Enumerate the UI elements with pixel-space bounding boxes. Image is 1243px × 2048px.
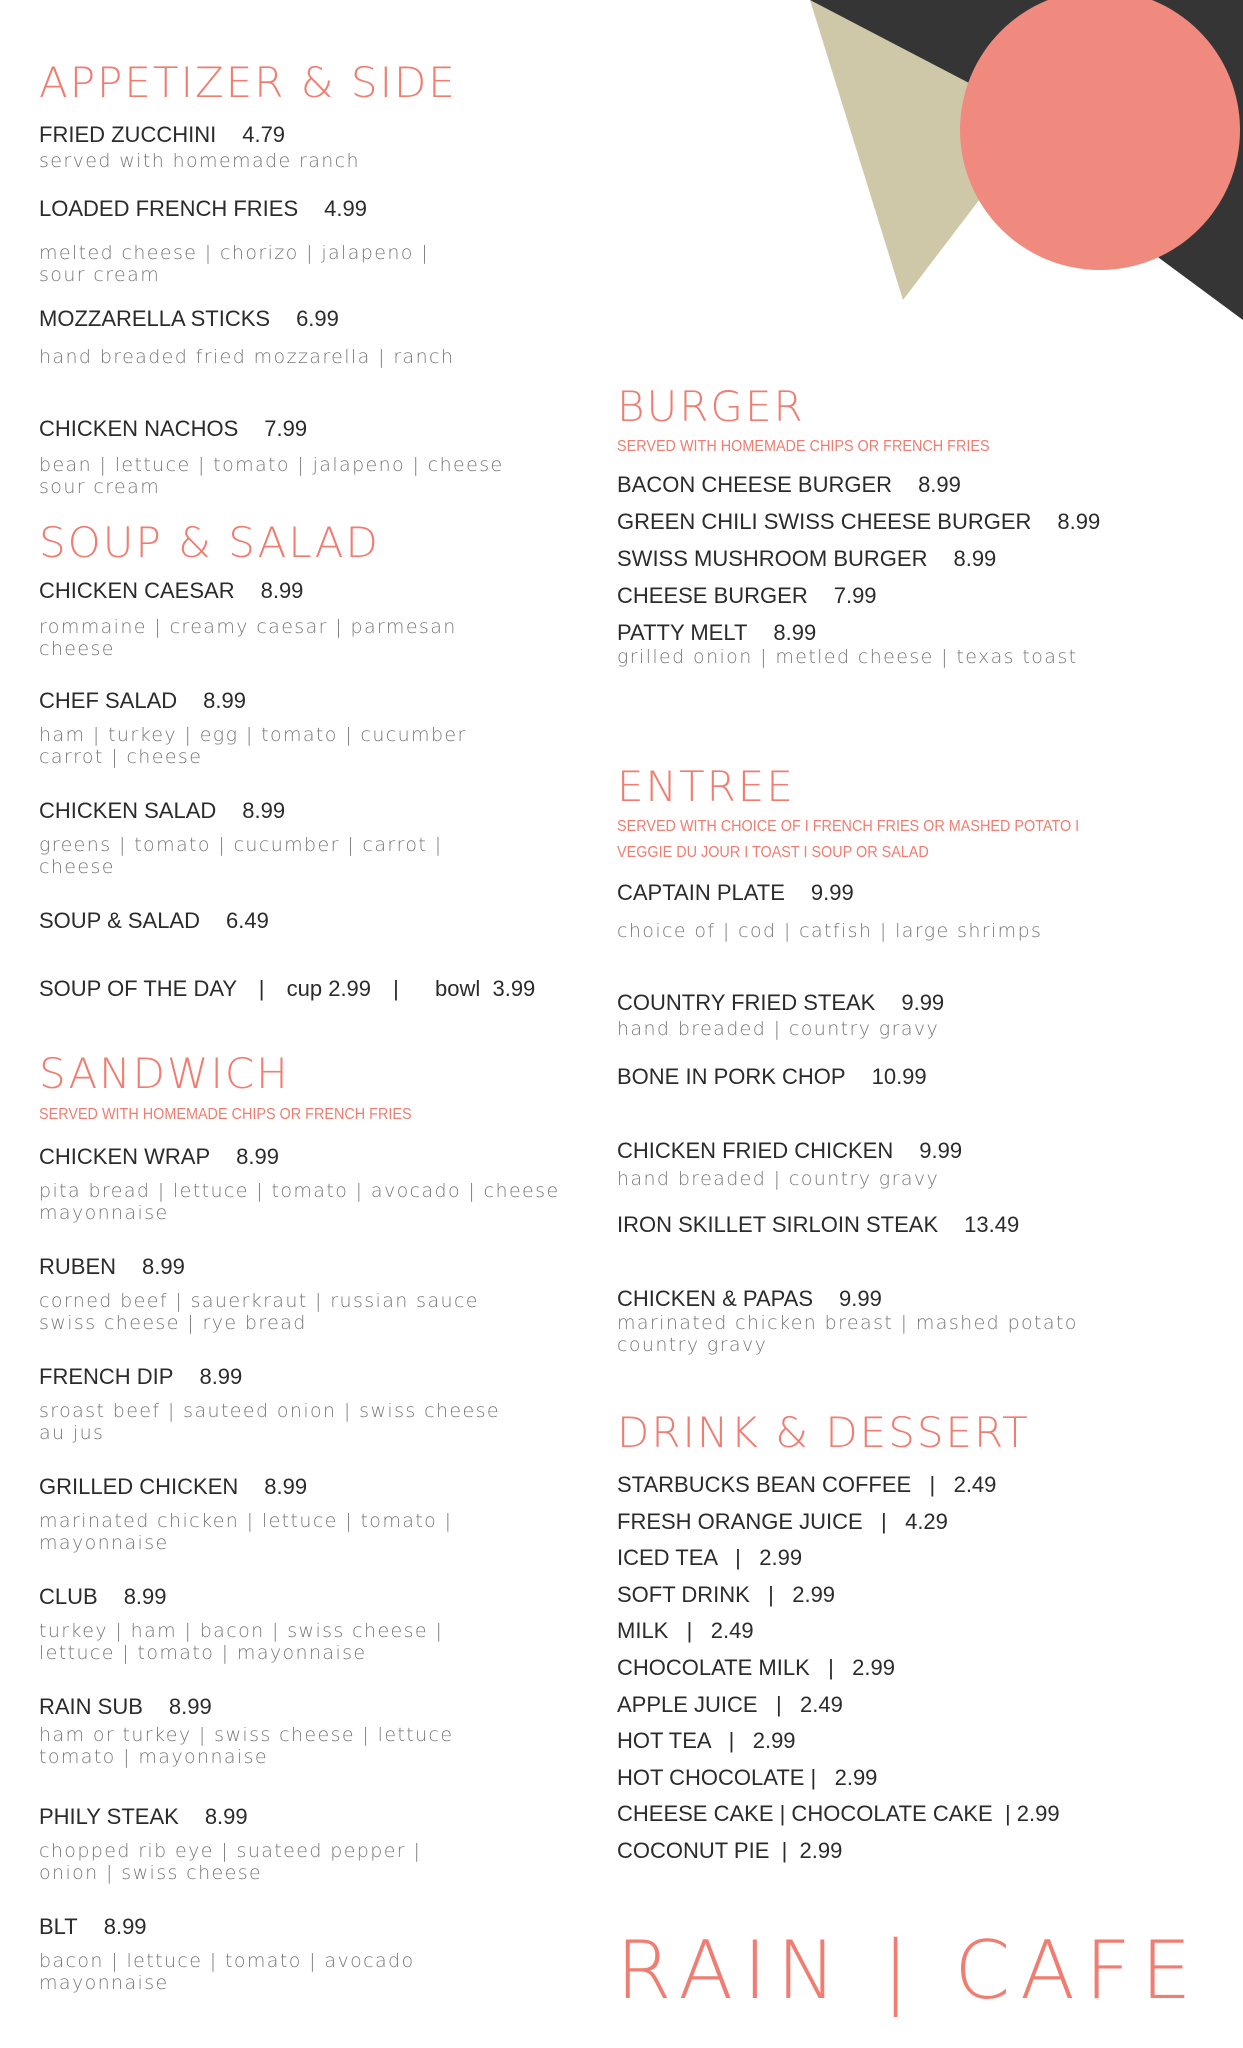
burger-title: BURGER <box>617 382 805 431</box>
menu-item-heading <box>617 880 1042 906</box>
menu-item-price: 8.99 <box>103 1914 147 1939</box>
soup-day-cup: cup 2.99 <box>286 976 372 1001</box>
menu-item <box>617 1138 962 1190</box>
description-line: sroast beef | sauteed onion | swiss cheese <box>39 1400 500 1422</box>
description-line: country gravy <box>617 1334 768 1356</box>
menu-item <box>39 578 457 660</box>
menu-item-description <box>39 242 429 286</box>
description-line: corned beef | sauerkraut | russian sauce <box>39 1290 479 1312</box>
description-line: grilled onion | metled cheese | texas toast <box>617 646 1078 668</box>
drink-dessert-item: SOFT DRINK | 2.99 <box>617 1581 836 1607</box>
description-line: carrot | cheese <box>39 746 203 768</box>
menu-item-description <box>617 920 1042 942</box>
menu-item-price: 8.99 <box>264 1474 308 1499</box>
menu-item-description <box>39 724 467 768</box>
description-line: marinated chicken breast | mashed potato <box>617 1312 1078 1334</box>
menu-item-description <box>39 150 360 172</box>
menu-item-description <box>39 616 457 660</box>
menu-item <box>39 1144 560 1224</box>
menu-item-price: 8.99 <box>1057 509 1101 534</box>
menu-item-price: 8.99 <box>953 546 997 571</box>
drink-dessert-item: COCONUT PIE | 2.99 <box>617 1838 843 1863</box>
burger-subtitle: SERVED WITH HOMEMADE CHIPS OR FRENCH FRIES <box>617 438 990 455</box>
menu-item-heading <box>617 990 944 1016</box>
soup-day-separator: | <box>258 976 265 1001</box>
menu-item-heading <box>617 472 961 498</box>
menu-item <box>39 122 360 172</box>
entree-subtitle-line-2: VEGGIE DU JOUR I TOAST I SOUP OR SALAD <box>617 844 929 861</box>
menu-item-heading <box>39 196 429 222</box>
menu-item-price: 4.99 <box>324 196 367 221</box>
menu-item-name: CHICKEN WRAP <box>39 1144 211 1169</box>
menu-item-price: 8.99 <box>773 620 817 645</box>
description-line: turkey | ham | bacon | swiss cheese | <box>39 1620 444 1642</box>
menu-item <box>39 1254 479 1334</box>
menu-item-price: 13.49 <box>964 1212 1020 1237</box>
menu-item-description <box>39 1290 479 1334</box>
menu-item-name: CAPTAIN PLATE <box>617 880 785 905</box>
description-line: swiss cheese | rye bread <box>39 1312 307 1334</box>
menu-item-description <box>39 1950 415 1994</box>
menu-item-heading <box>39 688 467 714</box>
entree-subtitle-line-1: SERVED WITH CHOICE OF I FRENCH FRIES OR MASHED POTATO I <box>617 818 1080 835</box>
appetizer-title: APPETIZER & SIDE <box>39 58 457 107</box>
menu-item <box>39 416 504 498</box>
menu-item-heading <box>39 1144 560 1170</box>
menu-item-price: 10.99 <box>871 1064 927 1089</box>
menu-item <box>39 1584 443 1664</box>
menu-item-name: BONE IN PORK CHOP <box>617 1064 846 1089</box>
menu-item-price: 8.99 <box>204 1804 248 1829</box>
description-line: tomato | mayonnaise <box>39 1746 268 1768</box>
menu-item-price: 7.99 <box>833 583 877 608</box>
menu-item-name: LOADED FRENCH FRIES <box>39 196 299 221</box>
menu-item-name: COUNTRY FRIED STEAK <box>617 990 876 1015</box>
menu-item-price: 9.99 <box>919 1138 963 1163</box>
menu-item-price: 9.99 <box>901 990 945 1015</box>
menu-item-description <box>617 1018 944 1040</box>
description-line: mayonnaise <box>39 1202 169 1224</box>
menu-item-name: CHICKEN SALAD <box>39 798 217 823</box>
menu-item-heading <box>617 1138 962 1164</box>
soup-day-separator: | <box>393 976 399 1001</box>
menu-item-name: CHICKEN & PAPAS <box>617 1286 814 1311</box>
menu-item <box>39 1804 421 1884</box>
soup-salad-title: SOUP & SALAD <box>39 518 380 567</box>
description-line: cheese <box>39 856 115 878</box>
menu-item-heading <box>39 1584 443 1610</box>
menu-item-name: CHEF SALAD <box>39 688 178 713</box>
description-line: choice of | cod | catfish | large shrimps <box>617 920 1043 942</box>
menu-item-price: 6.99 <box>296 306 339 331</box>
menu-item-name: BACON CHEESE BURGER <box>617 472 893 497</box>
menu-item-price: 4.79 <box>242 122 286 147</box>
menu-item-price: 8.99 <box>168 1694 212 1719</box>
menu-item-price: 8.99 <box>123 1584 167 1609</box>
menu-item-description <box>617 646 1077 668</box>
menu-item-name: CHICKEN CAESAR <box>39 578 235 603</box>
menu-item-heading <box>617 1064 927 1090</box>
description-line: mayonnaise <box>39 1972 169 1994</box>
description-line: hand breaded | country gravy <box>617 1018 940 1040</box>
menu-item-price: 9.99 <box>839 1286 882 1311</box>
description-line: lettuce | tomato | mayonnaise <box>39 1642 367 1664</box>
menu-item <box>617 1212 1019 1238</box>
menu-item-price: 8.99 <box>918 472 961 497</box>
menu-item-name: SWISS MUSHROOM BURGER <box>617 546 928 571</box>
drink-dessert-item: STARBUCKS BEAN COFFEE | 2.49 <box>617 1472 997 1497</box>
coral-circle <box>960 0 1240 270</box>
description-line: au jus <box>39 1422 105 1444</box>
menu-item-description <box>39 454 504 498</box>
description-line: greens | tomato | cucumber | carrot | <box>39 834 443 856</box>
menu-item-heading <box>39 416 504 442</box>
menu-item <box>39 1474 452 1554</box>
menu-item-price: 8.99 <box>203 688 246 713</box>
menu-item-heading <box>39 798 443 824</box>
description-line: bacon | lettuce | tomato | avocado <box>39 1950 415 1972</box>
menu-item <box>39 1694 454 1768</box>
menu-item-heading <box>617 1212 1019 1238</box>
menu-item-description <box>39 834 443 878</box>
menu-item-price: 8.99 <box>142 1254 185 1279</box>
entree-title: ENTREE <box>617 762 795 811</box>
description-line: mayonnaise <box>39 1532 169 1554</box>
menu-item <box>617 620 1077 668</box>
menu-item <box>617 472 961 498</box>
menu-item-description <box>39 346 454 368</box>
sandwich-title: SANDWICH <box>39 1049 290 1098</box>
description-line: chopped rib eye | suateed pepper | <box>39 1840 422 1862</box>
menu-item-description <box>39 1724 454 1768</box>
menu-item-description <box>39 1620 443 1664</box>
drink-dessert-item: ICED TEA | 2.99 <box>617 1545 803 1571</box>
description-line: onion | swiss cheese <box>39 1862 263 1884</box>
menu-item-description <box>39 1510 452 1554</box>
menu-item-description <box>617 1312 1078 1356</box>
menu-item-heading <box>39 306 454 332</box>
menu-item-heading <box>617 583 877 609</box>
description-line: served with homemade ranch <box>39 150 360 172</box>
menu-item <box>39 798 443 878</box>
menu-item-heading <box>39 578 457 604</box>
menu-item <box>39 1364 500 1444</box>
menu-item-description <box>39 1400 500 1444</box>
menu-item <box>39 688 467 768</box>
menu-item-heading <box>617 620 1077 646</box>
description-line: rommaine | creamy caesar | parmesan <box>39 616 457 638</box>
drink-dessert-item: FRESH ORANGE JUICE | 4.29 <box>617 1508 948 1534</box>
drink-dessert-item: APPLE JUICE | 2.49 <box>617 1691 843 1717</box>
drink-dessert-item: HOT TEA | 2.99 <box>617 1728 796 1754</box>
menu-item-description <box>617 1168 962 1190</box>
description-line: ham | turkey | egg | tomato | cucumber <box>39 724 467 746</box>
description-line: marinated chicken | lettuce | tomato | <box>39 1510 453 1532</box>
menu-item-name: IRON SKILLET SIRLOIN STEAK <box>617 1212 939 1237</box>
menu-item-heading <box>39 1254 479 1280</box>
menu-item <box>617 1064 927 1090</box>
menu-item-description <box>39 1180 560 1224</box>
menu-item-name: CHICKEN NACHOS <box>39 416 239 441</box>
menu-item <box>617 990 944 1040</box>
menu-item <box>617 546 996 572</box>
menu-item <box>39 306 454 368</box>
description-line: melted cheese | chorizo | jalapeno | <box>39 242 430 264</box>
menu-item-price: 7.99 <box>264 416 308 441</box>
cafe-brand: RAIN | CAFE <box>616 1924 1202 2017</box>
description-line: sour cream <box>39 476 161 498</box>
drink-dessert-item: CHEESE CAKE | CHOCOLATE CAKE | 2.99 <box>617 1801 1060 1827</box>
drink-dessert-item: HOT CHOCOLATE | 2.99 <box>617 1764 878 1790</box>
menu-item-heading <box>617 546 996 572</box>
menu-item-price: 8.99 <box>199 1364 243 1389</box>
menu-item-name: RAIN SUB <box>39 1694 143 1719</box>
description-line: cheese <box>39 638 115 660</box>
menu-item-price: 8.99 <box>236 1144 279 1169</box>
description-line: hand breaded fried mozzarella | ranch <box>39 346 455 368</box>
menu-item-name: GRILLED CHICKEN <box>39 1474 239 1499</box>
sandwich-subtitle: SERVED WITH HOMEMADE CHIPS OR FRENCH FRIES <box>39 1106 412 1123</box>
drink-dessert-item: MILK | 2.49 <box>617 1618 754 1644</box>
menu-item-price: 8.99 <box>242 798 286 823</box>
menu-item-heading <box>39 908 269 934</box>
menu-item <box>617 583 877 609</box>
drink-dessert-title: DRINK & DESSERT <box>617 1408 1030 1457</box>
description-line: bean | lettuce | tomato | jalapeno | cheese <box>39 454 504 476</box>
soup-day-name: SOUP OF THE DAY <box>39 976 237 1001</box>
menu-item <box>39 908 269 934</box>
menu-item-name: FRIED ZUCCHINI <box>39 122 217 147</box>
menu-item-heading <box>39 122 360 148</box>
menu-item-name: CHICKEN FRIED CHICKEN <box>617 1138 894 1163</box>
menu-item-name: SOUP & SALAD <box>39 908 200 933</box>
soup-day-bowl: bowl 3.99 <box>435 976 536 1001</box>
description-line: hand breaded | country gravy <box>617 1168 940 1190</box>
menu-item-heading <box>39 1364 500 1390</box>
menu-item-heading <box>39 1804 421 1830</box>
menu-item-name: FRENCH DIP <box>39 1364 174 1389</box>
menu-item-heading <box>39 1474 452 1500</box>
menu-item <box>39 1914 415 1994</box>
menu-item-price: 6.49 <box>226 908 269 933</box>
menu-item-heading <box>39 1694 454 1720</box>
menu-item-name: BLT <box>39 1914 78 1939</box>
description-line: pita bread | lettuce | tomato | avocado | cheese <box>39 1180 560 1202</box>
soup-of-the-day <box>39 976 535 1002</box>
description-line: ham or turkey | swiss cheese | lettuce <box>39 1724 454 1746</box>
menu-item <box>39 196 429 286</box>
menu-item-heading <box>39 1914 415 1940</box>
menu-item-price: 8.99 <box>260 578 304 603</box>
menu-item <box>617 509 1100 535</box>
drink-dessert-item: CHOCOLATE MILK | 2.99 <box>617 1655 895 1680</box>
menu-item-price: 9.99 <box>810 880 854 905</box>
menu-item-heading <box>617 1286 1078 1312</box>
menu-item-name: PATTY MELT <box>617 620 748 645</box>
menu-item-name: PHILY STEAK <box>39 1804 179 1829</box>
menu-item-description <box>39 1840 421 1884</box>
menu-item-name: CLUB <box>39 1584 98 1609</box>
menu-item-name: RUBEN <box>39 1254 117 1279</box>
menu-item-heading <box>617 509 1100 535</box>
menu-item <box>617 1286 1078 1356</box>
menu-item-name: GREEN CHILI SWISS CHEESE BURGER <box>617 509 1032 534</box>
menu-item-name: CHEESE BURGER <box>617 583 808 608</box>
menu-item <box>617 880 1042 942</box>
description-line: sour cream <box>39 264 161 286</box>
menu-item-name: MOZZARELLA STICKS <box>39 306 271 331</box>
